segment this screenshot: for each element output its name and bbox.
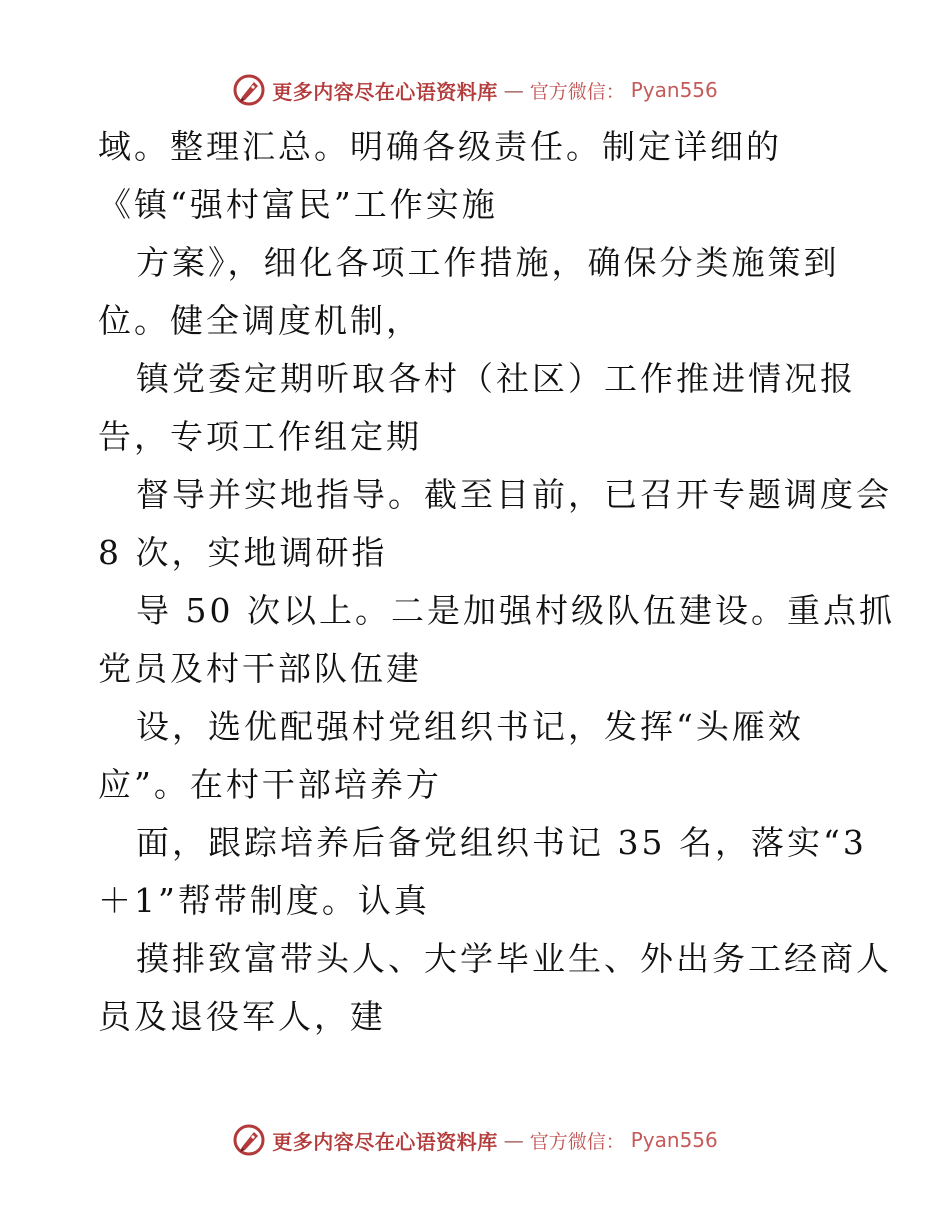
text-line: 《镇“强村富民”工作实施 [98, 185, 498, 224]
text-line: 设，选优配强村党组织书记，发挥“头雁效 [136, 707, 804, 746]
banner-dash: — [503, 1128, 524, 1152]
text-line: 党员及村干部队伍建 [98, 649, 422, 688]
text-line: 位。健全调度机制， [98, 301, 422, 340]
text-line: 8 次，实地调研指 [98, 533, 388, 572]
banner-dash: — [503, 78, 524, 102]
text-line: 导 50 次以上。二是加强村级队伍建设。重点抓 [136, 591, 895, 630]
text-line: 面，跟踪培养后备党组织书记 35 名，落实“3 [136, 823, 867, 862]
text-line: 督导并实地指导。截至目前，已召开专题调度会 [136, 475, 892, 514]
text-line: 员及退役军人，建 [98, 997, 386, 1036]
text-line: 域。整理汇总。明确各级责任。制定详细的 [98, 127, 782, 166]
banner-wechat-id: Pyan556 [630, 78, 718, 102]
text-line: 镇党委定期听取各村（社区）工作推进情况报 [136, 359, 856, 398]
text-line: 应”。在村干部培养方 [98, 765, 442, 804]
banner-wechat-label: 官方微信： [529, 80, 625, 103]
banner-wechat-id: Pyan556 [630, 1128, 718, 1152]
text-line: 告，专项工作组定期 [98, 417, 422, 456]
text-line: 方案》，细化各项工作措施，确保分类施策到 [136, 243, 840, 282]
document-body [98, 118, 895, 1046]
banner-slogan: 更多内容尽在心语资料库 [272, 1129, 498, 1154]
pen-nib-logo-icon [232, 73, 266, 107]
banner-slogan: 更多内容尽在心语资料库 [272, 79, 498, 104]
banner-wechat-label: 官方微信： [529, 1130, 625, 1153]
banner-content [232, 73, 718, 107]
header-banner [0, 70, 950, 110]
text-line: ＋1”帮带制度。认真 [98, 881, 430, 920]
text-line: 摸排致富带头人、大学毕业生、外出务工经商人 [136, 939, 892, 978]
banner-content [232, 1123, 718, 1157]
pen-nib-logo-icon [232, 1123, 266, 1157]
footer-banner [0, 1120, 950, 1160]
